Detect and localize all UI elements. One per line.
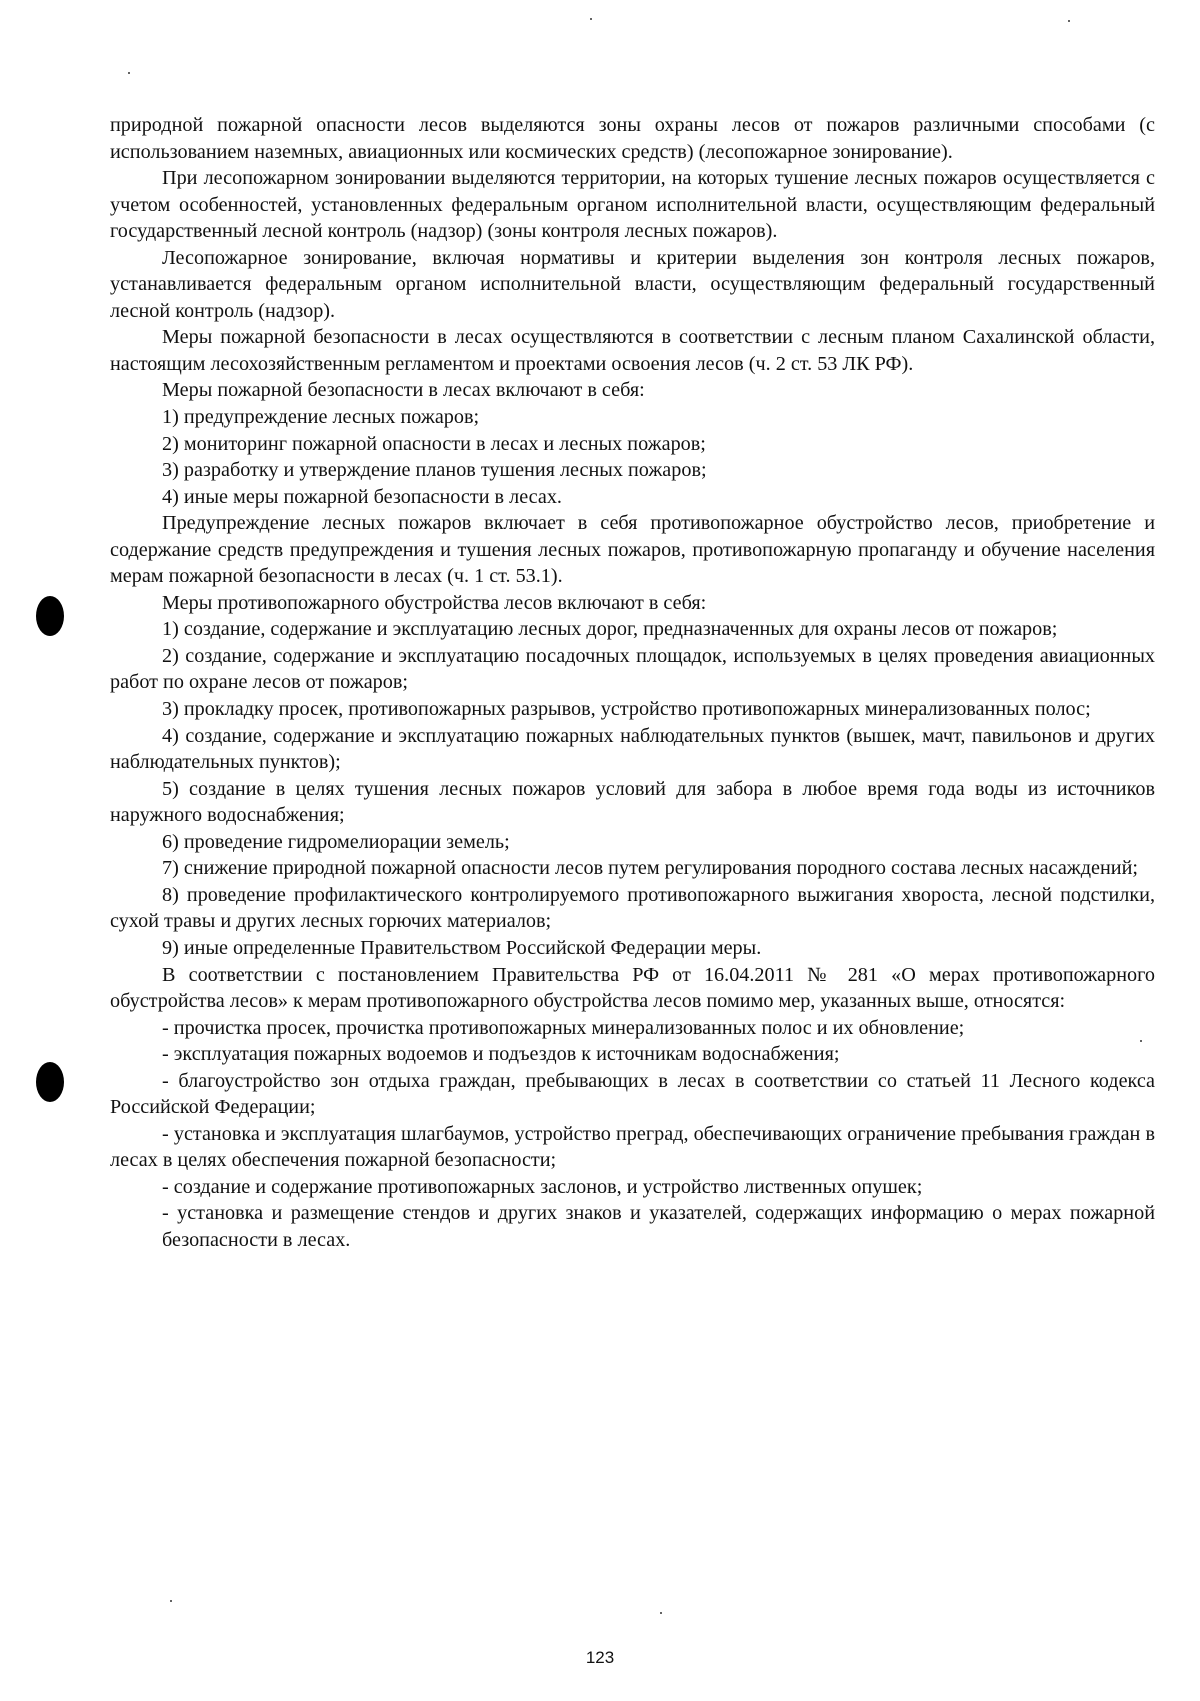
punch-hole-mark <box>36 1062 64 1102</box>
scan-speck <box>660 1612 662 1614</box>
document-body <box>110 112 1155 1254</box>
list-item: - создание и содержание противопожарных заслонов, и устройство лиственных опушек; <box>162 1175 923 1198</box>
paragraph: Меры противопожарного обустройства лесов включают в себя: <box>162 591 707 614</box>
list-item: - установка и эксплуатация шлагбаумов, устройство преград, обеспечивающих ограничение пребывания граждан в лесах в целях обеспечения пожарной безопасности; <box>110 1122 1155 1172</box>
list-item: - установка и размещение стендов и других знаков и указателей, содержащих информацию о мерах пожарной безопасности в лесах. <box>162 1202 1155 1251</box>
list-item: - благоустройство зон отдыха граждан, пребывающих в лесах в соответствии со статьей 11 Лесного кодекса Российской Федерации; <box>110 1069 1155 1119</box>
list-item: 8) проведение профилактического контролируемого противопожарного выжигания хвороста, лесной подстилки, сухой травы и других лесных горючих материалов; <box>110 883 1155 933</box>
list-item: - эксплуатация пожарных водоемов и подъездов к источникам водоснабжения; <box>162 1043 840 1066</box>
list-item: 7) снижение природной пожарной опасности лесов путем регулирования породного состава лесных насаждений; <box>162 857 1138 880</box>
scan-speck <box>128 72 130 74</box>
list-item: 6) проведение гидромелиорации земель; <box>162 830 510 853</box>
paragraph: В соответствии с постановлением Правительства РФ от 16.04.2011 № 281 «О мерах противопожарного обустройства лесов» к мерам противопожарного обустройства лесов помимо мер, указанных выше, относятся: <box>110 963 1155 1013</box>
list-item: 2) создание, содержание и эксплуатацию посадочных площадок, используемых в целях проведения авиационных работ по охране лесов от пожаров; <box>110 644 1155 694</box>
scan-speck <box>1068 20 1070 22</box>
page-number: 123 <box>585 1648 615 1667</box>
paragraph: Меры пожарной безопасности в лесах включают в себя: <box>162 379 645 402</box>
list-item: - прочистка просек, прочистка противопожарных минерализованных полос и их обновление; <box>162 1016 965 1039</box>
paragraph: Меры пожарной безопасности в лесах осуществляются в соответствии с лесным планом Сахалинской области, настоящим лесохозяйственным регламентом и проектами освоения лесов (ч. 2 ст. 53 ЛК РФ). <box>110 326 1155 375</box>
paragraph: природной пожарной опасности лесов выделяются зоны охраны лесов от пожаров различными способами (с использованием наземных, авиационных или космических средств) (лесопожарное зонирование). <box>110 114 1155 163</box>
list-item: 9) иные определенные Правительством Российской Федерации меры. <box>162 936 762 959</box>
paragraph: Предупреждение лесных пожаров включает в себя противопожарное обустройство лесов, приобретение и содержание средств предупреждения и тушения лесных пожаров, противопожарную пропаганду и обучение населения мерам пожарной безопасности в лесах (ч. 1 ст. 53.1). <box>110 512 1155 588</box>
list-item: 2) мониторинг пожарной опасности в лесах и лесных пожаров; <box>162 432 706 455</box>
list-item: 4) иные меры пожарной безопасности в лесах. <box>162 485 562 508</box>
list-item: 3) прокладку просек, противопожарных разрывов, устройство противопожарных минерализованных полос; <box>162 698 1091 721</box>
paragraph: При лесопожарном зонировании выделяются территории, на которых тушение лесных пожаров осуществляется с учетом особенностей, установленных федеральным органом исполнительной власти, осуществляющим федеральный государственный лесной контроль (надзор) (зоны контроля лесных пожаров). <box>110 167 1155 243</box>
list-item: 1) создание, содержание и эксплуатацию лесных дорог, предназначенных для охраны лесов от пожаров; <box>162 618 1058 641</box>
list-item: 3) разработку и утверждение планов тушения лесных пожаров; <box>162 459 707 482</box>
scan-speck <box>170 1600 172 1602</box>
list-item: 1) предупреждение лесных пожаров; <box>162 406 480 429</box>
list-item: 4) создание, содержание и эксплуатацию пожарных наблюдательных пунктов (вышек, мачт, павильонов и других наблюдательных пунктов); <box>110 724 1155 774</box>
list-item: 5) создание в целях тушения лесных пожаров условий для забора в любое время года воды из источников наружного водоснабжения; <box>110 777 1155 827</box>
scan-speck <box>590 18 592 20</box>
punch-hole-mark <box>36 596 64 636</box>
scan-speck <box>1140 1040 1142 1042</box>
paragraph: Лесопожарное зонирование, включая нормативы и критерии выделения зон контроля лесных пожаров, устанавливается федеральным органом исполнительной власти, осуществляющим федеральный государственный лесной контроль (надзор). <box>110 246 1155 322</box>
